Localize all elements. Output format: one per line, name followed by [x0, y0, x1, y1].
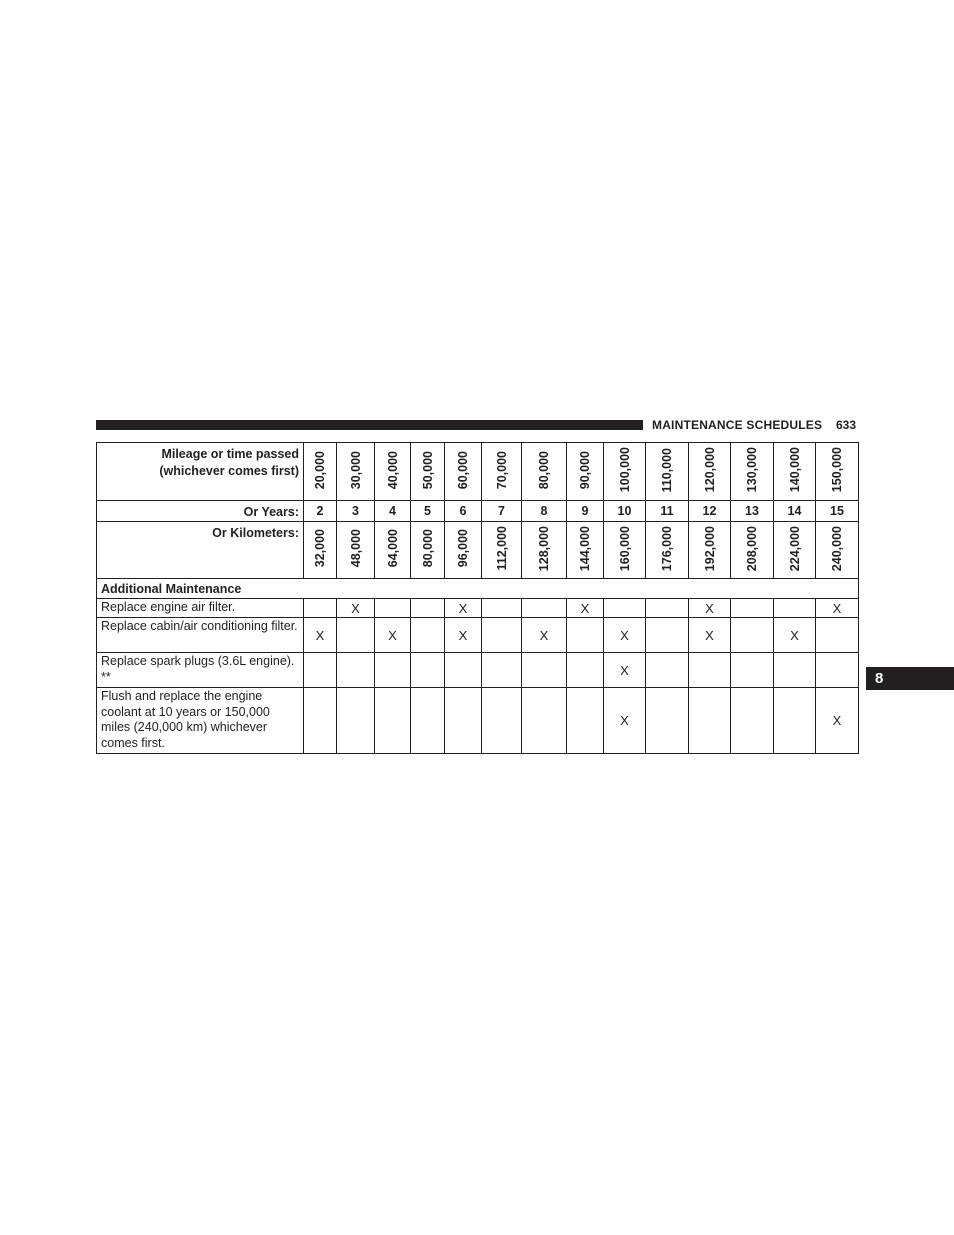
section-title: MAINTENANCE SCHEDULES [652, 418, 823, 432]
service-mark: X [604, 618, 646, 653]
service-mark [411, 618, 445, 653]
years-value: 13 [731, 501, 774, 522]
service-mark [774, 599, 816, 618]
service-mark [604, 599, 646, 618]
kilometers-cell [604, 522, 646, 579]
kilometers-label: Or Kilometers: [97, 522, 304, 579]
service-mark [689, 653, 731, 688]
service-mark: X [522, 618, 567, 653]
page-number: 633 [836, 418, 857, 432]
service-mark: X [375, 618, 411, 653]
service-mark [482, 653, 522, 688]
mileage-value: 60,000 [456, 450, 470, 490]
service-mark: X [337, 599, 375, 618]
kilometers-value: 64,000 [385, 529, 400, 568]
kilometers-value: 32,000 [313, 529, 327, 568]
service-mark [482, 688, 522, 754]
mileage-value: 130,000 [745, 447, 759, 493]
kilometers-cell [375, 522, 411, 579]
service-mark [445, 688, 482, 754]
kilometers-value: 112,000 [494, 526, 509, 571]
kilometers-cell [522, 522, 567, 579]
service-mark [375, 653, 411, 688]
service-mark [731, 618, 774, 653]
service-mark [522, 599, 567, 618]
mileage-cell [337, 443, 375, 501]
years-label: Or Years: [97, 501, 304, 522]
kilometers-value: 192,000 [702, 525, 717, 572]
mileage-value: 70,000 [494, 450, 509, 490]
service-mark [774, 653, 816, 688]
service-mark [816, 618, 859, 653]
service-mark [337, 688, 375, 754]
mileage-value: 110,000 [660, 447, 674, 493]
mileage-cell [411, 443, 445, 501]
maintenance-table [96, 442, 859, 754]
years-value: 4 [375, 501, 411, 522]
service-mark: X [567, 599, 604, 618]
service-mark [731, 653, 774, 688]
task-row [97, 618, 859, 653]
kilometers-cell [774, 522, 816, 579]
task-row [97, 688, 859, 754]
service-mark: X [689, 618, 731, 653]
mileage-value: 150,000 [830, 447, 844, 493]
kilometers-value: 176,000 [660, 525, 674, 572]
service-mark [646, 653, 689, 688]
service-mark [304, 688, 337, 754]
years-value: 2 [304, 501, 337, 522]
service-mark [337, 618, 375, 653]
service-mark [731, 599, 774, 618]
years-value: 3 [337, 501, 375, 522]
mileage-cell [375, 443, 411, 501]
mileage-cell [482, 443, 522, 501]
kilometers-cell [567, 522, 604, 579]
kilometers-cell [689, 522, 731, 579]
kilometers-cell [731, 522, 774, 579]
service-mark [731, 688, 774, 754]
task-label: Replace spark plugs (3.6L engine). ** [97, 653, 304, 688]
mileage-row [97, 443, 859, 501]
service-mark: X [604, 653, 646, 688]
mileage-value: 90,000 [578, 450, 592, 490]
service-mark [304, 653, 337, 688]
kilometers-cell [816, 522, 859, 579]
mileage-cell [731, 443, 774, 501]
years-value: 15 [816, 501, 859, 522]
service-mark: X [604, 688, 646, 754]
kilometers-value: 144,000 [578, 525, 592, 572]
years-value: 8 [522, 501, 567, 522]
mileage-cell [567, 443, 604, 501]
service-mark: X [689, 599, 731, 618]
service-mark [411, 688, 445, 754]
service-mark [375, 599, 411, 618]
mileage-value: 80,000 [537, 450, 551, 490]
kilometers-value: 240,000 [830, 525, 844, 572]
years-value: 7 [482, 501, 522, 522]
kilometers-cell [411, 522, 445, 579]
service-mark [816, 653, 859, 688]
kilometers-row [97, 522, 859, 579]
service-mark [522, 653, 567, 688]
kilometers-value: 208,000 [745, 525, 759, 572]
kilometers-cell [646, 522, 689, 579]
service-mark [411, 599, 445, 618]
service-mark: X [445, 599, 482, 618]
kilometers-cell [482, 522, 522, 579]
service-mark: X [304, 618, 337, 653]
service-mark: X [774, 618, 816, 653]
years-value: 6 [445, 501, 482, 522]
kilometers-cell [337, 522, 375, 579]
kilometers-value: 80,000 [420, 529, 435, 568]
mileage-cell [445, 443, 482, 501]
service-mark: X [816, 688, 859, 754]
service-mark [445, 653, 482, 688]
years-row [97, 501, 859, 522]
section-heading: Additional Maintenance [97, 579, 859, 599]
mileage-value: 50,000 [420, 450, 435, 490]
service-mark: X [816, 599, 859, 618]
mileage-cell [304, 443, 337, 501]
years-value: 12 [689, 501, 731, 522]
service-mark [646, 599, 689, 618]
kilometers-value: 96,000 [456, 529, 470, 568]
mileage-cell [816, 443, 859, 501]
service-mark [646, 618, 689, 653]
years-value: 10 [604, 501, 646, 522]
service-mark [689, 688, 731, 754]
mileage-value: 100,000 [617, 447, 632, 493]
kilometers-value: 224,000 [787, 525, 802, 572]
task-label: Replace cabin/air conditioning filter. [97, 618, 304, 653]
service-mark [482, 599, 522, 618]
mileage-label: Mileage or time passed (whichever comes first) [97, 443, 304, 501]
kilometers-value: 160,000 [617, 525, 632, 572]
mileage-value: 40,000 [385, 450, 400, 490]
task-label: Replace engine air filter. [97, 599, 304, 618]
service-mark [567, 688, 604, 754]
mileage-value: 20,000 [313, 450, 327, 490]
task-label: Flush and replace the engine coolant at 10 years or 150,000 miles (240,000 km) whichever comes first. [97, 688, 304, 754]
header-bar [96, 420, 643, 430]
kilometers-value: 48,000 [348, 529, 363, 568]
mileage-cell [604, 443, 646, 501]
service-mark: X [445, 618, 482, 653]
kilometers-cell [304, 522, 337, 579]
task-row [97, 653, 859, 688]
mileage-value: 140,000 [787, 447, 802, 493]
service-mark [337, 653, 375, 688]
service-mark [411, 653, 445, 688]
service-mark [567, 618, 604, 653]
years-value: 11 [646, 501, 689, 522]
task-row [97, 599, 859, 618]
mileage-value: 120,000 [702, 447, 717, 493]
mileage-cell [522, 443, 567, 501]
service-mark [522, 688, 567, 754]
service-mark [375, 688, 411, 754]
service-mark [482, 618, 522, 653]
service-mark [567, 653, 604, 688]
years-value: 14 [774, 501, 816, 522]
mileage-cell [646, 443, 689, 501]
kilometers-cell [445, 522, 482, 579]
section-row [97, 579, 859, 599]
mileage-cell [689, 443, 731, 501]
years-value: 9 [567, 501, 604, 522]
mileage-cell [774, 443, 816, 501]
chapter-tab: 8 [866, 667, 954, 690]
kilometers-value: 128,000 [537, 525, 551, 572]
mileage-value: 30,000 [348, 450, 363, 490]
service-mark [646, 688, 689, 754]
service-mark [304, 599, 337, 618]
years-value: 5 [411, 501, 445, 522]
service-mark [774, 688, 816, 754]
